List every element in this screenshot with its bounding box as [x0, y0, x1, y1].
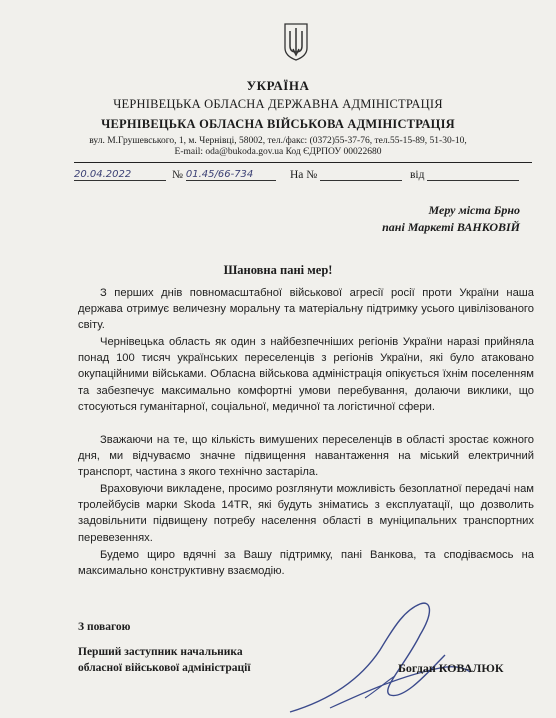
reference-number	[290, 168, 402, 181]
signer-title-line2: обласної військової адміністрації	[78, 662, 251, 674]
handwritten-signature	[270, 580, 480, 718]
closing-regards: З повагою	[78, 621, 131, 633]
number-value: 01.45/66-734	[185, 169, 254, 180]
body-paragraph: Зважаючи на те, що кількість вимушених переселенців в області зростає кожного дня, ми відчуваємо значне підвищення навантаження на міський електричний транспорт, частина з якого технічно застаріла.	[78, 434, 534, 479]
body-paragraph: Чернівецька область як один з найбезпечніших регіонів України наразі прийняла понад 100 тисяч українських переселенців з регіонів України, які було атаковано окупаційними військами. Обласна військова адміністрація опікується їхнім поселенням та забезпечує максимально комфортні умови перебування, долаючи виклики, що стосуються гуманітарної, соціальної, медичної та логістичної сфери.	[78, 336, 534, 413]
number-prefix: №	[172, 169, 183, 181]
body-paragraph: Будемо щиро вдячні за Вашу підтримку, пані Ванкова, та сподіваємось на максимально конструктивну взаємодію.	[78, 549, 534, 578]
recipient-name: пані Маркеті ВАНКОВІЙ	[382, 220, 520, 234]
recipient-title: Меру міста Брно	[428, 203, 520, 217]
registration-number	[172, 168, 276, 181]
military-administration-title: ЧЕРНІВЕЦЬКА ОБЛАСНА ВІЙСЬКОВА АДМІНІСТРАЦІЯ	[101, 117, 455, 131]
reference-label: На №	[290, 169, 318, 181]
body-paragraph: З перших днів повномасштабної військової агресії росії проти України наша держава отримує величезну моральну та матеріальну підтримку усього цивілізованого світу.	[78, 287, 534, 332]
country-title: УКРАЇНА	[246, 78, 310, 93]
body-paragraph: Враховуючи викладене, просимо розглянути можливість безоплатної передачі нам тролейбусів марки Skoda 14TR, які будуть зніматись з експлуатації, що дозволить задовільнити підвищену потребу населення області в муніципальних транспортних перевезеннях.	[78, 483, 534, 544]
signer-title-line1: Перший заступник начальника	[78, 646, 243, 658]
signer-name: Богдан КОВАЛЮК	[398, 661, 504, 675]
trident-emblem-icon	[283, 22, 309, 62]
email-line: E-mail: oda@bukoda.gov.ua Код ЄДРПОУ 00022680	[174, 147, 382, 157]
address-line: вул. М.Грушевського, 1, м. Чернівці, 58002, тел./факс: (0372)55-37-76, тел.55-15-89, 51-30-10,	[89, 136, 467, 146]
greeting: Шановна пані мер!	[223, 263, 333, 277]
date-value: 20.04.2022	[74, 169, 132, 180]
reference-date	[410, 168, 519, 181]
state-administration-title: ЧЕРНІВЕЦЬКА ОБЛАСНА ДЕРЖАВНА АДМІНІСТРАЦІЯ	[113, 97, 443, 111]
reference-from-label: від	[410, 169, 425, 181]
header-divider	[74, 162, 532, 163]
registration-date	[74, 168, 166, 181]
